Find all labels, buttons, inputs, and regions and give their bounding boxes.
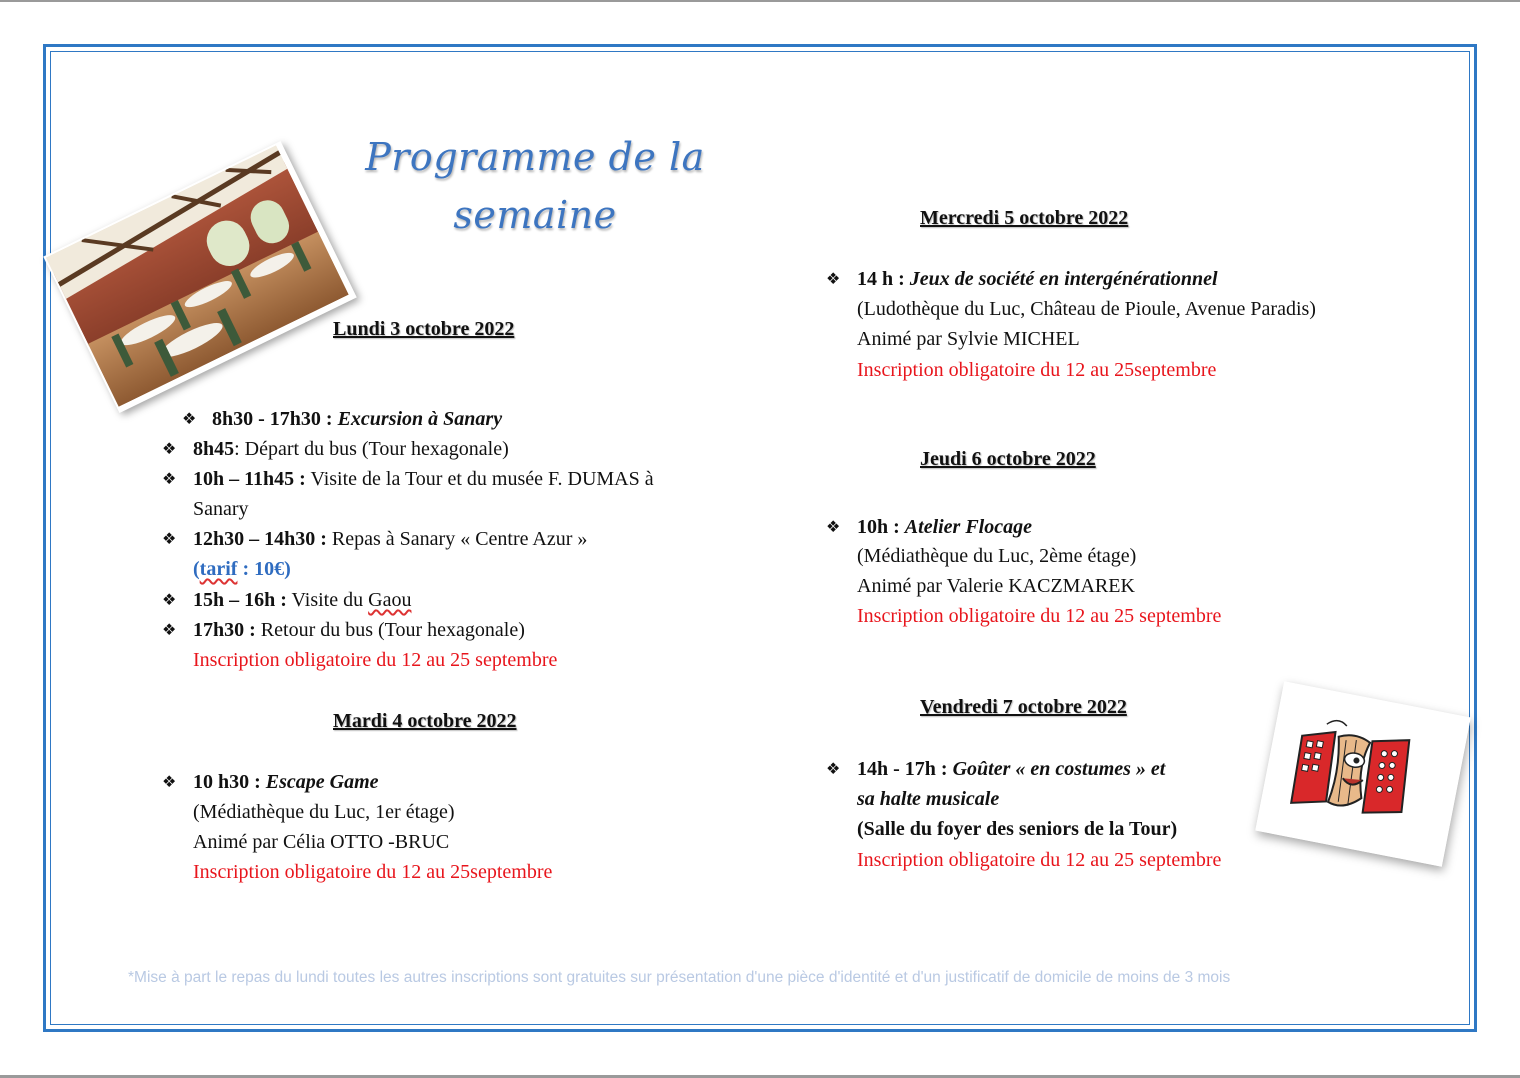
mercredi-place: (Ludothèque du Luc, Château de Pioule, Avenue Paradis) — [857, 298, 1316, 320]
lundi-item-3 — [193, 464, 654, 494]
lundi-item-2-text: : Départ du bus (Tour hexagonale) — [234, 438, 509, 460]
mercredi-host: Animé par Sylvie MICHEL — [857, 328, 1080, 350]
jeudi-item — [857, 512, 1032, 542]
lundi-tarif-rest: : 10€) — [237, 558, 291, 580]
lundi-item-4-text: Repas à Sanary « Centre Azur » — [331, 528, 588, 550]
day-heading-mercredi: Mercredi 5 octobre 2022 — [920, 207, 1129, 229]
vendredi-activity-line2 — [857, 784, 999, 814]
mercredi-item — [857, 264, 1218, 294]
mardi-item — [193, 767, 379, 797]
vendredi-activity-2: sa halte musicale — [857, 788, 1000, 810]
vendredi-activity-1: Goûter « en costumes » et — [952, 758, 1166, 780]
diamond-bullet-icon: ❖ — [162, 469, 177, 488]
vendredi-time: 14h - 17h : — [857, 758, 948, 780]
jeudi-time: 10h : — [857, 516, 900, 538]
vendredi-place: (Salle du foyer des seniors de la Tour) — [857, 818, 1178, 840]
mardi-activity: Escape Game — [265, 771, 379, 793]
diamond-bullet-icon: ❖ — [826, 759, 841, 778]
lundi-item-6-text: Retour du bus (Tour hexagonale) — [260, 619, 525, 641]
lundi-inscription: Inscription obligatoire du 12 au 25 septembre — [193, 649, 558, 671]
lundi-item-1-text: Excursion à Sanary — [337, 408, 503, 430]
day-heading-mardi: Mardi 4 octobre 2022 — [333, 710, 517, 732]
lundi-item-6-time: 17h30 : — [193, 619, 256, 641]
jeudi-place: (Médiathèque du Luc, 2ème étage) — [857, 545, 1137, 567]
lundi-tarif-word: tarif — [199, 558, 238, 580]
jeudi-host: Animé par Valerie KACZMAREK — [857, 575, 1135, 597]
day-heading-jeudi: Jeudi 6 octobre 2022 — [920, 448, 1096, 470]
diamond-bullet-icon: ❖ — [162, 620, 177, 639]
lundi-item-5-text: Visite du — [291, 589, 369, 611]
day-heading-lundi: Lundi 3 octobre 2022 — [333, 318, 515, 340]
page-title-line1: Programme de la — [365, 135, 705, 179]
day-heading-vendredi: Vendredi 7 octobre 2022 — [920, 696, 1127, 718]
mardi-time: 10 h30 : — [193, 771, 261, 793]
mardi-place: (Médiathèque du Luc, 1er étage) — [193, 801, 455, 823]
diamond-bullet-icon: ❖ — [162, 529, 177, 548]
diamond-bullet-icon: ❖ — [826, 517, 841, 536]
diamond-bullet-icon: ❖ — [162, 590, 177, 609]
page-title-line2: semaine — [453, 193, 617, 237]
jeudi-inscription: Inscription obligatoire du 12 au 25 septembre — [857, 605, 1222, 627]
page-title — [300, 128, 770, 244]
top-rule — [0, 0, 1520, 2]
jeudi-activity: Atelier Flocage — [904, 516, 1032, 538]
footnote: *Mise à part le repas du lundi toutes les autres inscriptions sont gratuites sur présentation d'une pièce d'identité et d'un justificatif de domicile de moins de 3 mois — [128, 969, 1231, 986]
lundi-tarif: (tarif : 10€) — [193, 558, 291, 580]
lundi-item-2-time: 8h45 — [193, 438, 235, 460]
mercredi-activity: Jeux de société en intergénérationnel — [909, 268, 1218, 290]
diamond-bullet-icon: ❖ — [826, 269, 841, 288]
lundi-item-2 — [193, 434, 509, 464]
lundi-item-6 — [193, 615, 525, 645]
diamond-bullet-icon: ❖ — [162, 439, 177, 458]
mardi-inscription: Inscription obligatoire du 12 au 25septembre — [193, 861, 553, 883]
mercredi-time: 14 h : — [857, 268, 905, 290]
vendredi-inscription: Inscription obligatoire du 12 au 25 septembre — [857, 849, 1222, 871]
mercredi-inscription: Inscription obligatoire du 12 au 25septembre — [857, 359, 1217, 381]
lundi-item-1 — [212, 404, 502, 434]
vendredi-place-line — [857, 814, 1177, 844]
vendredi-item — [857, 754, 1165, 784]
lundi-item-5-place: Gaou — [368, 589, 412, 611]
lundi-item-4-time: 12h30 – 14h30 : — [193, 528, 327, 550]
lundi-item-4 — [193, 524, 587, 554]
lundi-item-5-time: 15h – 16h : — [193, 589, 287, 611]
mardi-host: Animé par Célia OTTO -BRUC — [193, 831, 450, 853]
lundi-item-3-cont: Sanary — [193, 498, 249, 520]
lundi-item-5 — [193, 585, 411, 615]
lundi-item-3-time: 10h – 11h45 : — [193, 468, 306, 490]
diamond-bullet-icon: ❖ — [182, 409, 197, 428]
lundi-item-1-time: 8h30 - 17h30 : — [212, 408, 333, 430]
diamond-bullet-icon: ❖ — [162, 772, 177, 791]
lundi-item-3-text: Visite de la Tour et du musée F. DUMAS à — [310, 468, 654, 490]
